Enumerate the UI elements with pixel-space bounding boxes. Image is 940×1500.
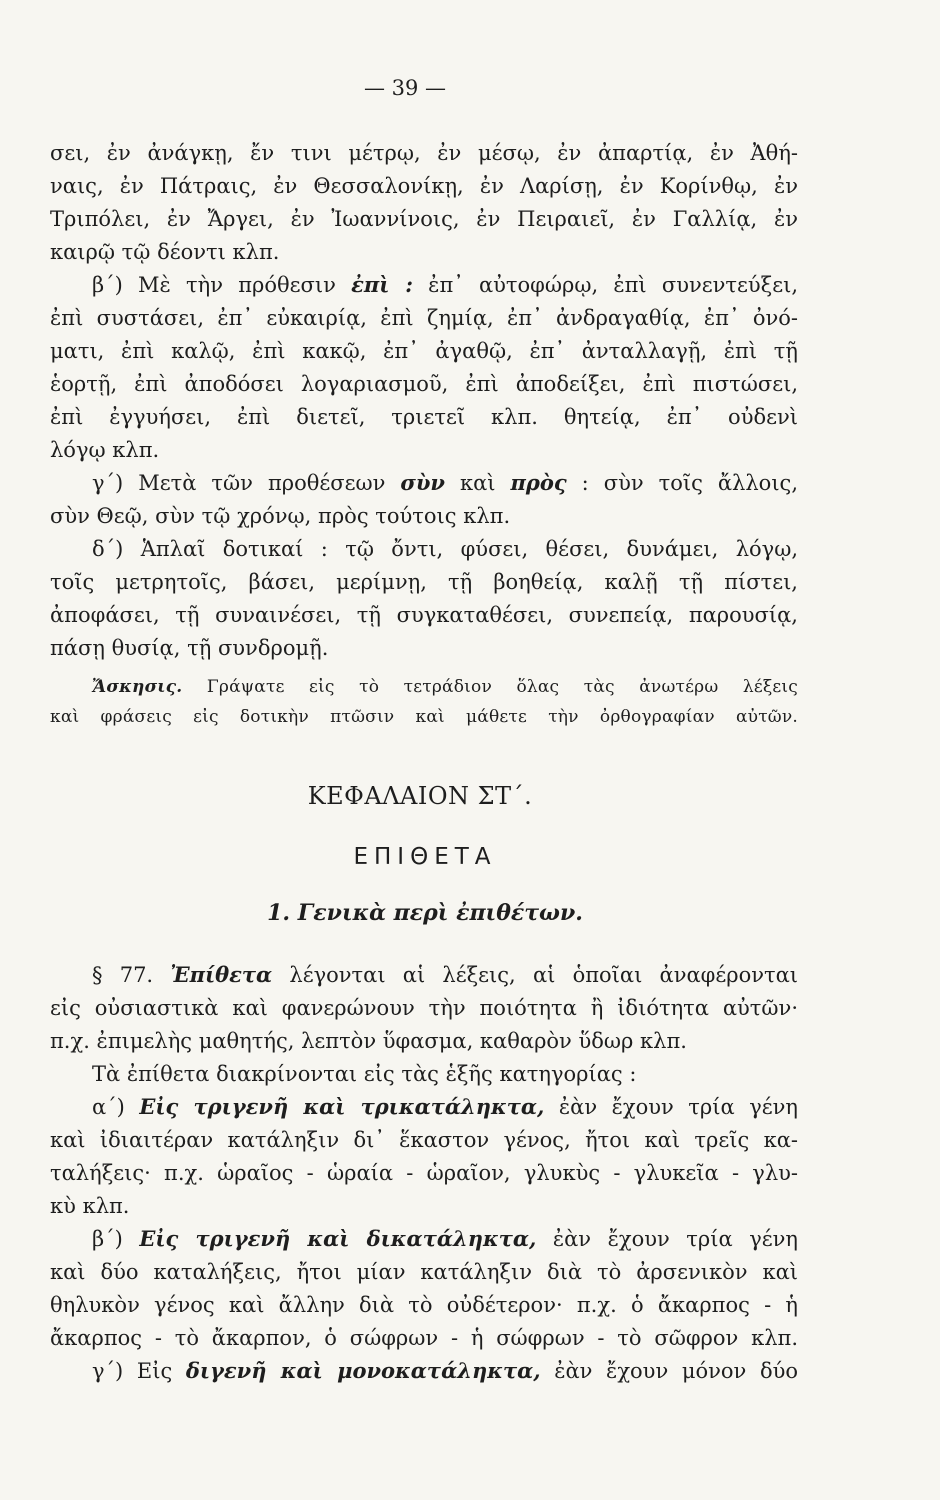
text-line: Τὰ ἐπίθετα διακρίνονται εἰς τὰς ἑξῆς κατηγορίας :	[92, 1062, 637, 1086]
text-line: ἐπὶ συστάσει, ἐπ᾽ εὐκαιρίᾳ, ἐπὶ ζημίᾳ, ἐπ᾽ ἀνδραγαθίᾳ, ἐπ᾽ ὀνό-	[50, 306, 798, 330]
text-line: τοῖς μετρητοῖς, βάσει, μερίμνῃ, τῇ βοηθείᾳ, καλῇ τῇ πίστει,	[50, 570, 798, 594]
text-line: ταλήξεις· π.χ. ὡραῖος - ὡραία - ὡραῖον, γλυκὺς - γλυκεῖα - γλυ-	[50, 1161, 798, 1185]
text-line: ἐπὶ ἐγγυήσει, ἐπὶ διετεῖ, τριετεῖ κλπ. θητείᾳ, ἐπ᾽ οὐδενὶ	[50, 405, 798, 429]
text-line: σει, ἐν ἀνάγκῃ, ἔν τινι μέτρῳ, ἐν μέσῳ, ἐν ἀπαρτίᾳ, ἐν Ἀθή-	[50, 141, 798, 165]
text-line: λόγῳ κλπ.	[50, 438, 160, 462]
text-line: δ΄) Ἁπλαῖ δοτικαί : τῷ ὄντι, φύσει, θέσει, δυνάμει, λόγῳ,	[92, 537, 798, 561]
text-line: ἀποφάσει, τῇ συναινέσει, τῇ συγκαταθέσει, συνεπείᾳ, παρουσίᾳ,	[50, 603, 798, 627]
text-line: § 77. Ἐπίθετα λέγονται αἱ λέξεις, αἱ ὁποῖαι ἀναφέρονται	[92, 962, 799, 987]
text-line: εἰς οὐσιαστικὰ καὶ φανερώνουν τὴν ποιότητα ἢ ἰδιότητα αὐτῶν·	[50, 996, 798, 1020]
text-line: γ΄) Εἰς διγενῆ καὶ μονοκατάληκτα, ἐὰν ἔχουν μόνον δύο	[92, 1358, 798, 1383]
exercise-line: Ἄσκησις. Γράψατε εἰς τὸ τετράδιον ὅλας τὰς ἀνωτέρω λέξεις	[92, 677, 798, 697]
text-line: ἄκαρπος - τὸ ἄκαρπον, ὁ σώφρων - ἡ σώφρων - τὸ σῶφρον κλπ.	[50, 1326, 798, 1350]
exercise-line: καὶ φράσεις εἰς δοτικὴν πτῶσιν καὶ μάθετε τὴν ὀρθογραφίαν αὐτῶν.	[50, 707, 798, 727]
text-line: π.χ. ἐπιμελὴς μαθητής, λεπτὸν ὕφασμα, καθαρὸν ὕδωρ κλπ.	[50, 1029, 687, 1053]
text-line: καὶ ἰδιαιτέραν κατάληξιν δι᾽ ἕκαστον γένος, ἤτοι καὶ τρεῖς κα-	[50, 1128, 798, 1152]
chapter-heading: ΚΕΦΑΛΑΙΟΝ ΣΤ΄.	[307, 782, 533, 810]
text-line: Τριπόλει, ἐν Ἄργει, ἐν Ἰωαννίνοις, ἐν Πειραιεῖ, ἐν Γαλλίᾳ, ἐν	[50, 207, 798, 231]
chapter-title: ΕΠΙΘΕΤΑ	[353, 844, 497, 870]
text-line: ἑορτῇ, ἐπὶ ἀποδόσει λογαριασμοῦ, ἐπὶ ἀποδείξει, ἐπὶ πιστώσει,	[50, 372, 798, 396]
text-line: ματι, ἐπὶ καλῷ, ἐπὶ κακῷ, ἐπ᾽ ἀγαθῷ, ἐπ᾽ ἀνταλλαγῇ, ἐπὶ τῇ	[50, 339, 798, 363]
page-number: — 39 —	[363, 76, 447, 100]
text-line: καὶ δύο καταλήξεις, ἤτοι μίαν κατάληξιν διὰ τὸ ἀρσενικὸν καὶ	[50, 1260, 798, 1284]
text-line: γ΄) Μετὰ τῶν προθέσεων σὺν καὶ πρὸς : σὺν τοῖς ἄλλοις,	[92, 470, 798, 495]
text-line: καιρῷ τῷ δέοντι κλπ.	[50, 240, 280, 264]
text-line: πάσῃ θυσίᾳ, τῇ συνδρομῇ.	[50, 636, 329, 660]
text-line: ναις, ἐν Πάτραις, ἐν Θεσσαλονίκῃ, ἐν Λαρίσῃ, ἐν Κορίνθῳ, ἐν	[50, 174, 798, 198]
text-line: β΄) Εἰς τριγενῆ καὶ δικατάληκτα, ἐὰν ἔχουν τρία γένη	[92, 1226, 799, 1251]
text-line: σὺν Θεῷ, σὺν τῷ χρόνῳ, πρὸς τούτοις κλπ.	[50, 504, 511, 528]
text-line: θηλυκὸν γένος καὶ ἄλλην διὰ τὸ οὐδέτερον· π.χ. ὁ ἄκαρπος - ἡ	[50, 1293, 798, 1317]
text-line: α΄) Εἰς τριγενῆ καὶ τρικατάληκτα, ἐὰν ἔχουν τρία γένη	[92, 1094, 798, 1119]
text-line: β΄) Μὲ τὴν πρόθεσιν ἐπὶ : ἐπ᾽ αὐτοφώρῳ, ἐπὶ συνεντεύξει,	[92, 272, 798, 297]
section-subtitle: 1. Γενικὰ περὶ ἐπιθέτων.	[267, 900, 583, 926]
text-line: κὺ κλπ.	[50, 1194, 130, 1218]
